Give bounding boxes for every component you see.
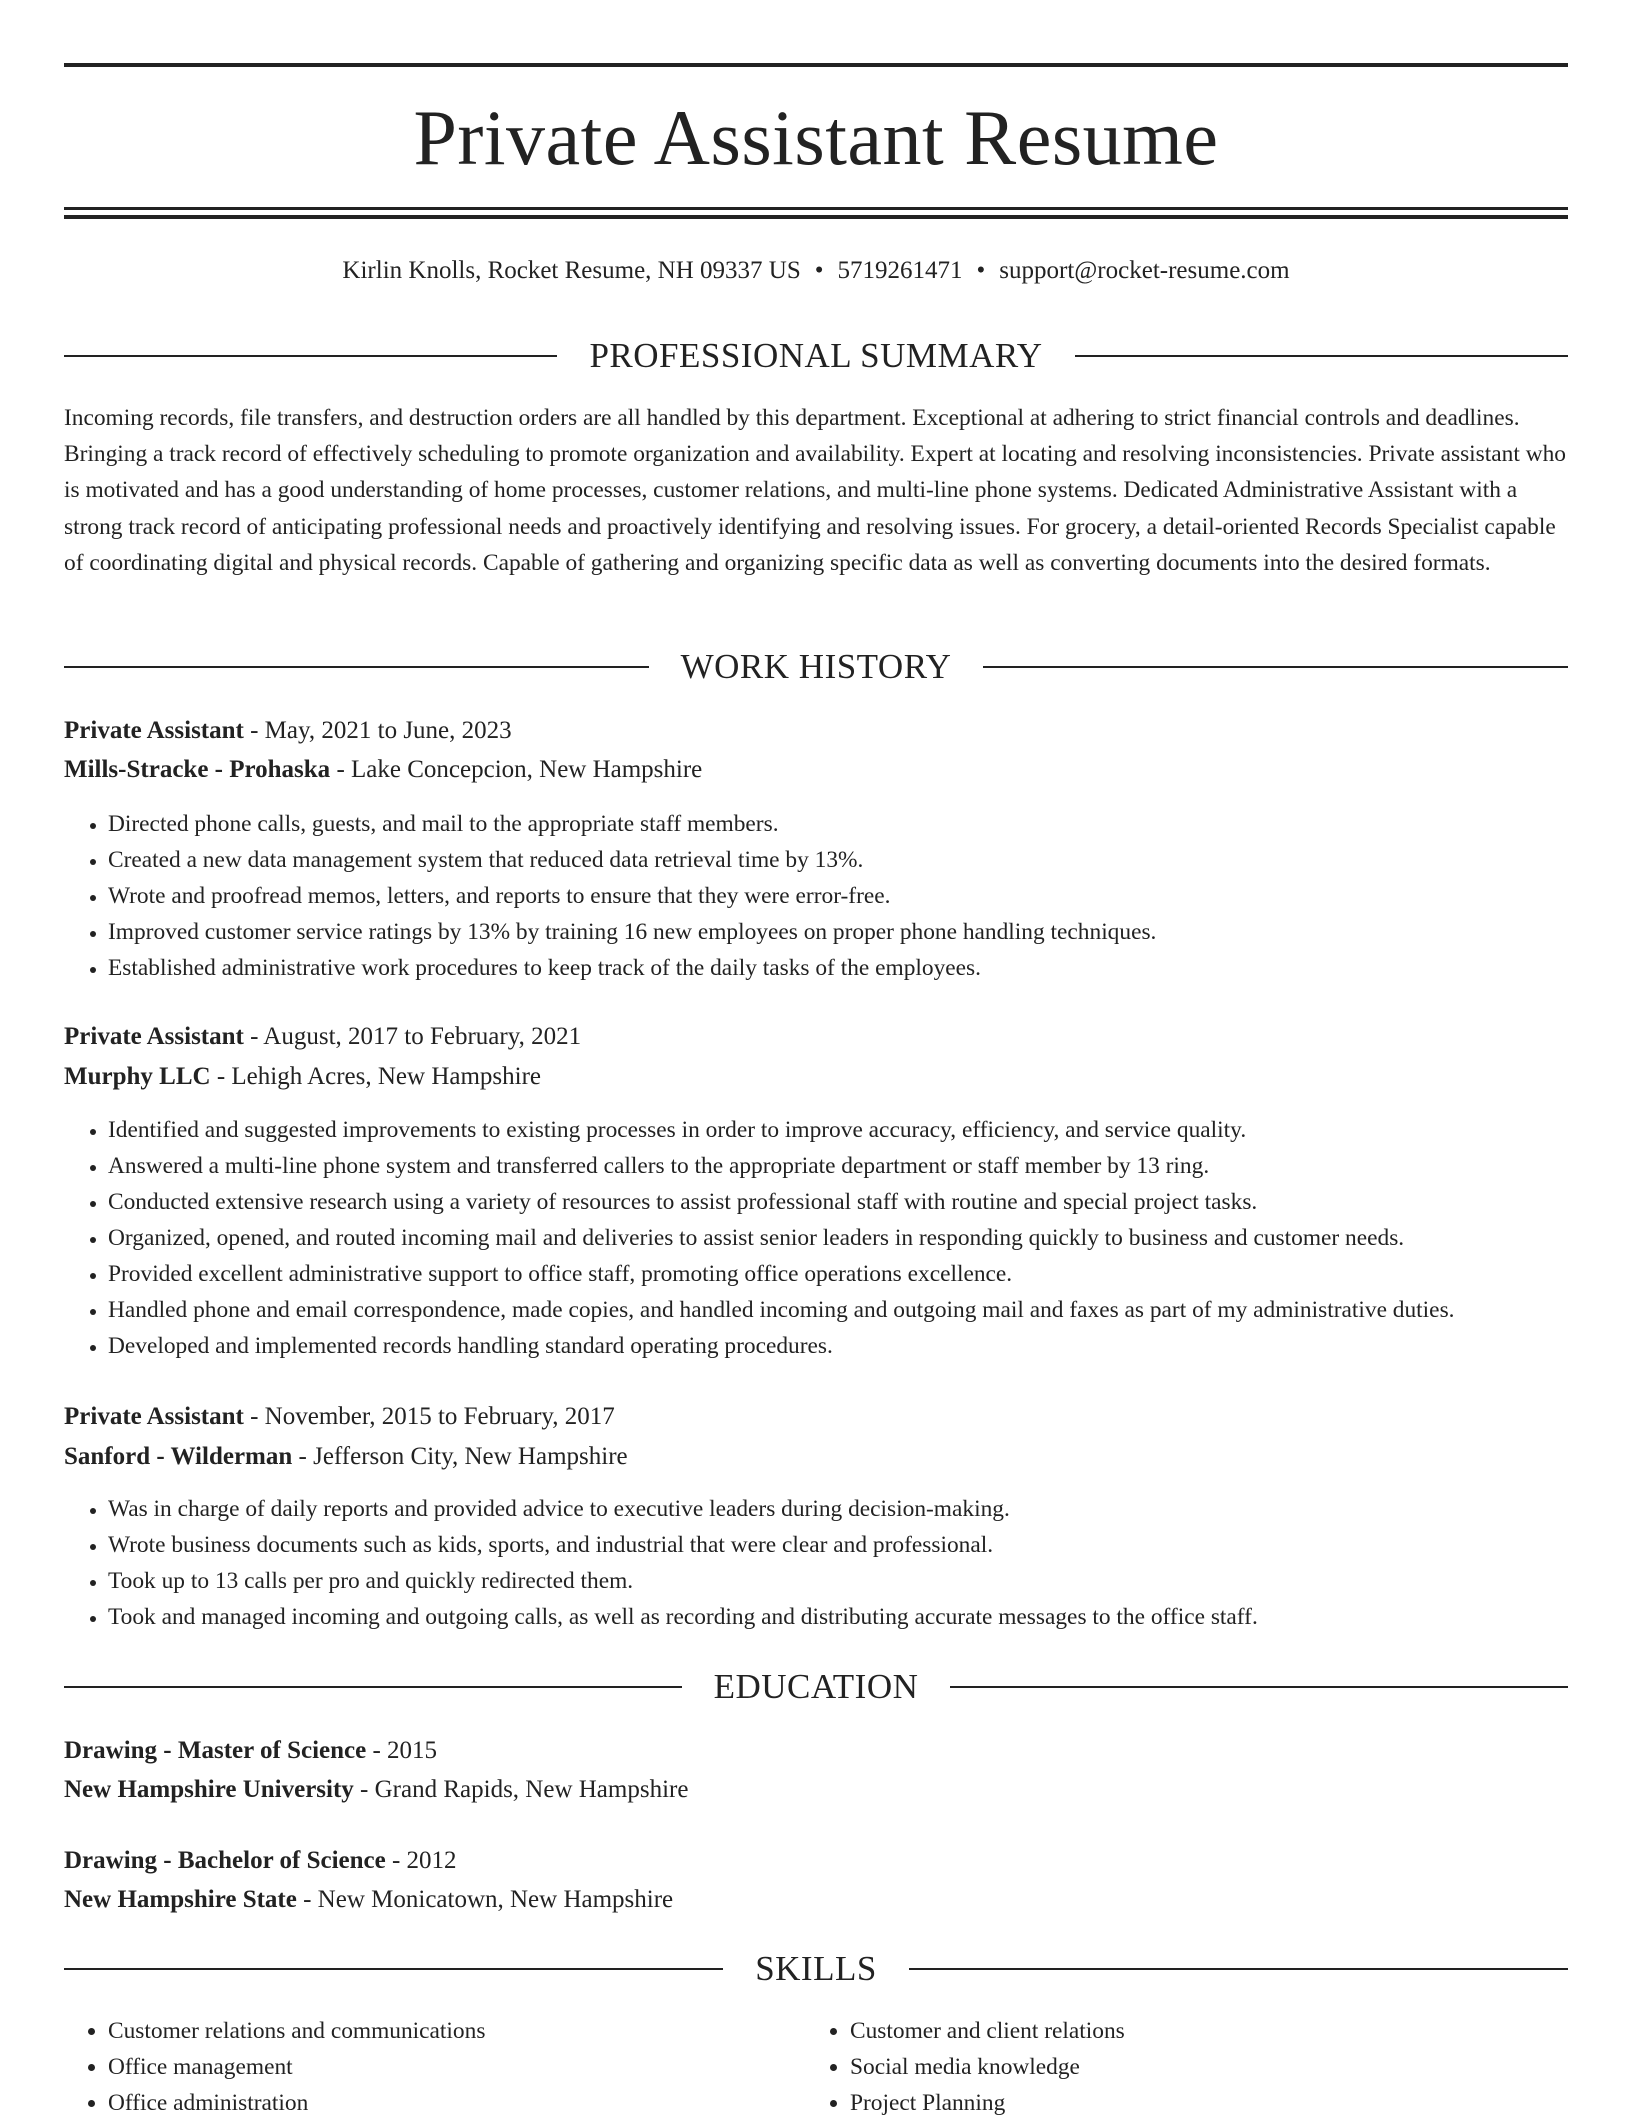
job-company: Sanford - Wilderman xyxy=(64,1443,293,1470)
job-bullets xyxy=(64,1112,1612,1364)
skill-item: • Customer relations and communications xyxy=(108,2013,808,2049)
section-header-skills xyxy=(64,1947,1568,1991)
education-degree: Drawing - Bachelor of Science xyxy=(64,1847,386,1874)
skill-item: • Office administration xyxy=(108,2085,808,2121)
contact-email: support@rocket-resume.com xyxy=(999,257,1290,284)
list-item: • Developed and implemented records handling standard operating procedures. xyxy=(108,1328,1612,1364)
section-rule xyxy=(64,355,557,357)
education-school: New Hampshire State xyxy=(64,1886,297,1913)
job-company: Mills-Stracke - Prohaska xyxy=(64,756,331,783)
skill-item: • Project Planning xyxy=(850,2085,1550,2121)
contact-phone: 5719261471 xyxy=(837,257,963,284)
skill-item: • Office management xyxy=(108,2049,808,2085)
list-item: • Improved customer service ratings by 13% by training 16 new employees on proper phone handling techniques. xyxy=(108,914,1612,950)
title-rule-lower xyxy=(64,215,1568,219)
job-title-line xyxy=(64,713,1568,749)
job-org-line xyxy=(64,1059,1568,1095)
education-degree: Drawing - Master of Science xyxy=(64,1737,367,1764)
education-degree-line xyxy=(64,1843,1568,1879)
list-item: • Provided excellent administrative support to office staff, promoting office operations excellence. xyxy=(108,1256,1612,1292)
section-rule xyxy=(983,666,1568,668)
skills-list-right xyxy=(806,2013,1550,2121)
education-degree-line xyxy=(64,1733,1568,1769)
job-location: - Lehigh Acres, New Hampshire xyxy=(210,1063,542,1090)
section-header-work xyxy=(64,645,1568,689)
list-item: • Wrote business documents such as kids, sports, and industrial that were clear and professional. xyxy=(108,1527,1612,1563)
job-title-line xyxy=(64,1399,1568,1435)
resume-title: Private Assistant Resume xyxy=(413,94,1219,181)
education-year: - 2015 xyxy=(366,1737,438,1764)
list-item: • Created a new data management system that reduced data retrieval time by 13%. xyxy=(108,842,1612,878)
skill-item: • Social media knowledge xyxy=(850,2049,1550,2085)
section-rule xyxy=(950,1686,1568,1688)
list-item: • Conducted extensive research using a variety of resources to assist professional staff with routine and special project tasks. xyxy=(108,1184,1612,1220)
section-rule xyxy=(64,666,649,668)
job-location: - Lake Concepcion, New Hampshire xyxy=(330,756,703,783)
job-bullets xyxy=(64,1491,1612,1635)
education-year: - 2012 xyxy=(385,1847,457,1874)
list-item: • Organized, opened, and routed incoming mail and deliveries to assist senior leaders in responding quickly to business and customer needs. xyxy=(108,1220,1612,1256)
section-title: PROFESSIONAL SUMMARY xyxy=(589,336,1043,375)
section-title: WORK HISTORY xyxy=(680,647,952,686)
section-header-summary xyxy=(64,334,1568,378)
section-rule xyxy=(1075,355,1568,357)
list-item: • Wrote and proofread memos, letters, and reports to ensure that they were error-free. xyxy=(108,878,1612,914)
job-dates: - August, 2017 to February, 2021 xyxy=(243,1023,582,1050)
list-item: • Took and managed incoming and outgoing calls, as well as recording and distributing accurate messages to the office staff. xyxy=(108,1599,1612,1635)
education-school-line xyxy=(64,1772,1568,1808)
contact-line xyxy=(64,254,1568,288)
contact-separator: • xyxy=(976,257,986,284)
job-org-line xyxy=(64,752,1568,788)
list-item: • Identified and suggested improvements to existing processes in order to improve accuracy, efficiency, and service quality. xyxy=(108,1112,1612,1148)
job-dates: - November, 2015 to February, 2017 xyxy=(243,1403,615,1430)
job-company: Murphy LLC xyxy=(64,1063,211,1090)
job-title: Private Assistant xyxy=(64,717,244,744)
job-title: Private Assistant xyxy=(64,1023,244,1050)
list-item: • Handled phone and email correspondence, made copies, and handled incoming and outgoing mail and faxes as part of my administrative duties. xyxy=(108,1292,1612,1328)
list-item: • Established administrative work procedures to keep track of the daily tasks of the employees. xyxy=(108,950,1612,986)
skills-list-left xyxy=(64,2013,808,2121)
education-school: New Hampshire University xyxy=(64,1776,354,1803)
job-org-line xyxy=(64,1439,1568,1475)
top-rule xyxy=(64,63,1568,67)
job-bullets xyxy=(64,806,1612,986)
job-title: Private Assistant xyxy=(64,1403,244,1430)
section-header-education xyxy=(64,1665,1568,1709)
education-location: - Grand Rapids, New Hampshire xyxy=(353,1776,689,1803)
education-school-line xyxy=(64,1882,1568,1918)
job-title-line xyxy=(64,1019,1568,1055)
summary-text: Incoming records, file transfers, and destruction orders are all handled by this department. Exceptional at adhering to strict financial controls and deadlines. Bringing a track record of effectively scheduling to promote organization and availability. Expert at locating and resolving inconsistencies. Private assistant who is motivated and has a good understanding of home processes, customer relations, and multi-line phone systems. Dedicated Administrative Assistant with a strong track record of anticipating professional needs and proactively identifying and resolving issues. For grocery, a detail-oriented Records Specialist capable of coordinating digital and physical records. Capable of gathering and organizing specific data as well as converting documents into the desired formats. xyxy=(64,405,1566,576)
list-item: • Answered a multi-line phone system and transferred callers to the appropriate department or staff member by 13 ring. xyxy=(108,1148,1612,1184)
job-location: - Jefferson City, New Hampshire xyxy=(292,1443,628,1470)
title-rule-upper xyxy=(64,207,1568,210)
job-dates: - May, 2021 to June, 2023 xyxy=(243,717,512,744)
section-rule xyxy=(909,1968,1568,1970)
list-item: • Was in charge of daily reports and provided advice to executive leaders during decision-making. xyxy=(108,1491,1612,1527)
section-title: SKILLS xyxy=(755,1949,877,1988)
contact-separator: • xyxy=(814,257,824,284)
skill-item: • Customer and client relations xyxy=(850,2013,1550,2049)
section-title: EDUCATION xyxy=(713,1667,919,1706)
contact-address: Kirlin Knolls, Rocket Resume, NH 09337 US xyxy=(342,257,801,284)
section-rule xyxy=(64,1968,723,1970)
list-item: • Directed phone calls, guests, and mail to the appropriate staff members. xyxy=(108,806,1612,842)
list-item: • Took up to 13 calls per pro and quickly redirected them. xyxy=(108,1563,1612,1599)
section-rule xyxy=(64,1686,682,1688)
education-location: - New Monicatown, New Hampshire xyxy=(296,1886,674,1913)
